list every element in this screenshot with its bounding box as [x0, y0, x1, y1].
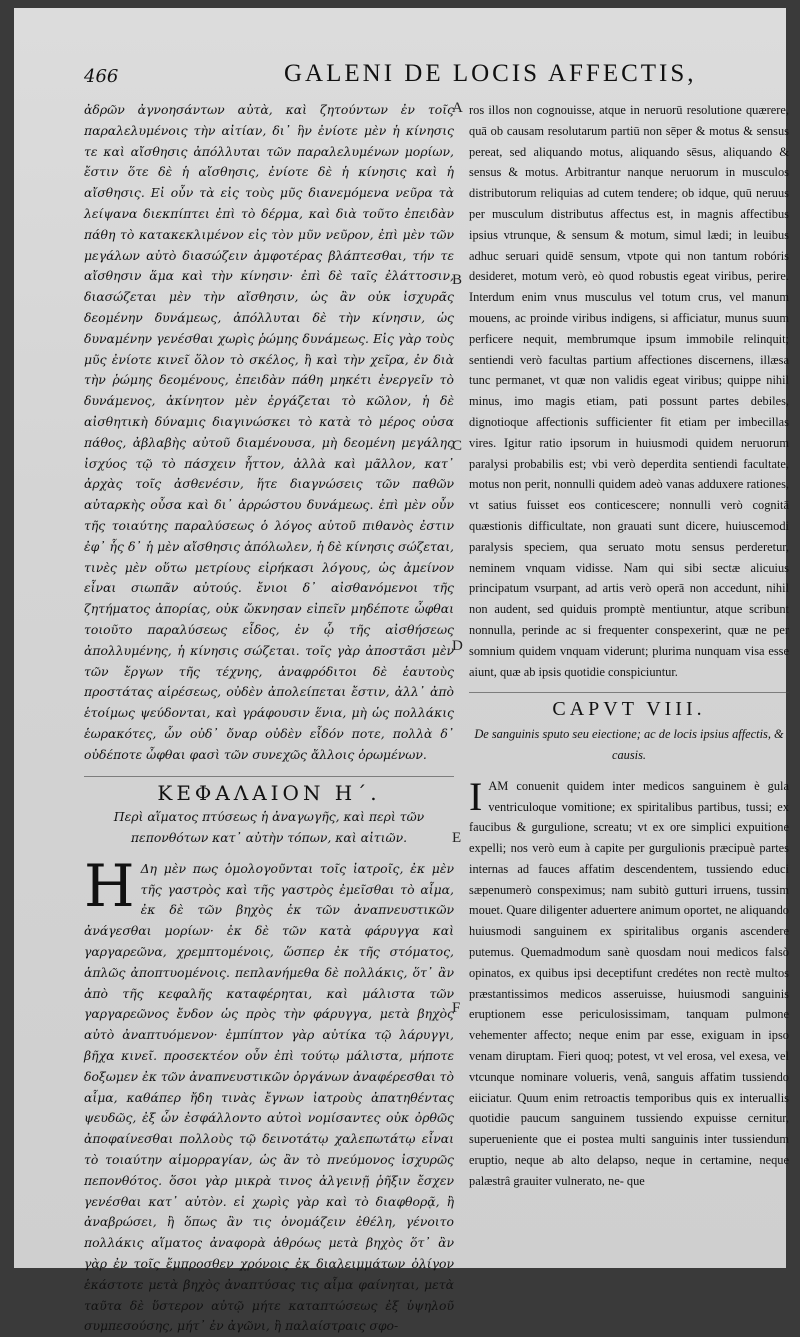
divider	[84, 776, 454, 777]
running-title: GALENI DE LOCIS AFFECTIS,	[284, 60, 697, 87]
latin-column	[469, 100, 789, 1192]
latin-paragraph: ros illos non cognouisse, atque in neruorū resolutione quærere, quā ob causam resolutarum partiū non sēper & motus & sensus pereat, sed aliquando motus, aliquando sēsus, aliquando & sensus & motus. Arbitrantur nanque neruorum in musculos distributorum reliquias ad cutem tendere; ob idque, quū neruus per musculum distributus affectus est, in magnis affectibus ipsius vtrunque, & sensum & motum, simul lædi; in leuibus adhuc seruari quidē sensum, vtpote qui non tantum robóris desideret, motum verò, eò quod robustis egeat viribus, perire. Interdum enim vnus musculus vel totum crus, vel manum mouens, ac proinde viribus indigens, si afficiatur, munus suum perficere nequit, membrumque ipsum immobile relinquit; sentiendi verò facultas partium affectiones discernens, illæsa tunc permanet, vt quæ non validis egeat viribus; quippe nihil minus, imo magis etiam, pati possunt partes debiles, dignotioque affectionis sufficienter fit etiam per imbecillas vires. Igitur ratio ipsorum in huiusmodi quidem neruorum paralysi probabilis est; vbi verò deperdita sentiendi facultate, motus non perit, nonnulli quidem adeò vanas adduxere rationes, vt satius fuisset eos conticescere; nonnulli verò cognitā quæstionis difficultate, non grauati sunt dicere, huiuscemodi paralysis speciem, qua seruato motu sensus perderetur, neminem vnquam vidisse. Nam qui sibi sectæ alicuius principatum vsurpant, ad artis verò operā non accedunt, nihil non audent, sed quiduis promptè mentiuntur, atque scribunt nonnulla, perinde ac si frequenter conspexerint, quæ ne per somnium quidem vnquam viderunt; plurima nunquam visa esse aiunt, quæ ab ipsis quotidie conspiciuntur.	[469, 103, 789, 679]
greek-paragraph-2	[84, 851, 454, 1337]
latin-chapter-subtitle: De sanguinis sputo seu eiectione; ac de locis ipsius affectis, & causis.	[474, 727, 784, 762]
drop-cap: Η	[84, 851, 135, 920]
margin-letter: F	[452, 1000, 461, 1016]
latin-chapter-title: CAPVT VIII.	[552, 698, 706, 721]
margin-letter: C	[452, 438, 463, 454]
latin-paragraph-2-text: AM conuenit quidem inter medicos sanguinem è gula ventriculoque vomitione; ex spiritalibus partibus, tussi; ex faucibus & gurgulione, screatu; vt ex ore simplici expuitione expelli; nos verò eum à capite per gurgulionis præcipuè partes internas ad fauces affatim descendentem, tussiendo educi sæpenumerò conspeximus; nam subitò gutturi irruens, tussim mouet. Quare diligenter aduertere animum oportet, ne aliquando huiusmodi sanguinem ex spiritalibus organis ascendere putemus. Quemadmodum sanè quosdam noui medicos falsò opinatos, ex quibus ipsi deceptifunt credétes non rectè multos præstantissimos medicos asseruisse, huiusmodi sanguinis eruptionem esse periculosissimam, tanquam pulmone vehementer affecto; neque enim par esse, exiguam in ipso venam diruptam. Fieri quoq; potest, vt vel erosa, vel exesa, vel vtcunque nominare volueris, venâ, sanguis affatim tussiendo eiiciatur. Quum enim retroactis temporibus quis ex interuallis quotidie paucum sanguinem tussiendo expuisse cernitur, superueniente que ei postea multi sanguinis inter tussiendum eruptio, neque ab alto delapso, neque in certamine, neque palæstrâ grauiter vulnerato, ne- que	[469, 778, 789, 1188]
margin-letter: E	[452, 830, 462, 846]
margin-letter: B	[452, 272, 463, 288]
greek-chapter-subtitle: Περὶ αἵματος πτύσεως ἡ ἀναγωγῆς, καὶ περὶ τῶν πεπονθότων κατ᾽ αὐτὴν τόπων, καὶ αἰτιῶν.	[113, 809, 425, 846]
book-page	[14, 8, 789, 1334]
greek-column	[84, 100, 454, 1337]
page-number: 466	[84, 66, 119, 87]
greek-paragraph-2-text: Δη μὲν πως ὁμολογοῦνται τοῖς ἰατροῖς, ἐκ μὲν τῆς γαστρὸς καὶ τῆς γαστρὸς ἐμεῖσθαι τὸ αἷμα, ἐκ δὲ τῶν βηχὸς ἐκ τῶν ἀναπνευστικῶν ἀνάγεσθαι μορίων· ἐκ δὲ τῶν κατὰ φάρυγγα καὶ γαργαρεῶνα, χρεμπτομένοις, ὥσπερ ἐκ τῆς στόματος, ἁπλῶς ἀποπτυομένοις. πεπλανήμεθα δὲ πολλάκις, ὅτ᾽ ἂν ἀπὸ τῆς κεφαλῆς καταφέρηται, καὶ μάλιστα τῶν γαργαρεῶνος ἔνδον ὡς πρὸς τὴν φάρυγγα, μετὰ βηχὸς αὐτὸ ἀναπτυόμενον· ἐμπίπτον γὰρ αὐτίκα τῷ λάρυγγι, βῆχα κινεῖ. προσεκτέον οὖν ἐπὶ τούτῳ μάλιστα, μήποτε δοξωμεν ἐκ τῶν ἀναπνευστικῶν ὀργάνων ἀναφέρεσθαι τὸ αἷμα, καθάπερ ἤδη τινὰς ἔγνων ἰατροὺς ἀπατηθέντας ψευδῶς, ἐξ ὧν ἐσφάλλοντο αὐτοὶ νομίσαντες οὐκ ὀρθῶς ἀποφαίνεσθαι πολλοὺς τῷ δεινοτάτῳ χαλεπωτάτῳ εἶναι τὸ τοιαύτην αἱμορραγίαν, ὡς ἂν τὸ πνεύμονος ἰσχυρῶς πεπονθότος. ὅσοι γὰρ μικρὰ τινος ἀλγεινῇ ῥῆξιν ἔσχεν γενέσθαι κατ᾽ αὐτὸν. εἰ χωρὶς γὰρ καὶ τὸ διαφθορᾷ, ἢ ἀναβρώσει, ἢ ὅπως ἂν τις ὀνομάζειν ἐθέλη, γένοιτο πολλάκις αἵματος ἀναφορὰ ἀθρόως μετὰ βηχὸς ὅτ᾽ ἂν γὰρ ἐν τοῖς ἔμπροσθεν χρόνοις ἐκ διαλειμμάτων ὀλίγον ἑκάστοτε μετὰ βηχὸς ἀναπτύσας τις αἷμα φαίνηται, μετὰ ταῦτα δὲ ὕστερον αὐτῷ μήτε καταπτώσεως ἐξ ὑψηλοῦ συμπεσούσης, μήτ᾽ ἐν ἀγῶνι, ἢ παλαίστραις σφο-	[84, 860, 454, 1334]
greek-chapter-title: ΚΕΦΑΛΑΙΟΝ Η΄.	[157, 780, 381, 805]
page-header	[84, 60, 766, 94]
greek-paragraph: ἀδρῶν ἀγνοησάντων αὐτὰ, καὶ ζητούντων ἐν τοῖς παραλελυμένοις τὴν αἰτίαν, δι᾽ ἣν ἐνίοτε μὲν ἡ κίνησις τε καὶ αἴσθησις ἀπόλλυται τῶν παραλελυμένων μορίων, ἔστιν ὅτε δὲ ἡ αἴσθησις, ἐνίοτε δὲ ἡ κίνησις καὶ ἡ αἴσθησις. Εἰ οὖν τὰ εἰς τοὺς μῦς διανεμόμενα νεῦρα τὰ λείψανα διεκπίπτει ἐπὶ τὸ δέρμα, καὶ διὰ τοῦτο ἐπειδὰν πάθη τὸ κατακεκλιμένον εἰς τὸν μῦν νεῦρον, ἐπὶ μὲν τῶν μεγάλων αὐτὸ διασώζειν ἀμφοτέρας βλάπτεσθαι, τήν τε αἴσθησιν ἅμα καὶ τὴν κίνησιν· ἐπὶ δὲ ταῖς ἐλάττοσιν, διασώζεται μὲν τὴν αἴσθησιν, ὡς ἂν οὐκ ἰσχυρᾶς δεομένην δυνάμεως, ἀπόλλυται δὲ τὴν κίνησιν, ὡς δυναμένην γενέσθαι χωρὶς ῥώμης δυνάμεως. Εἰς γὰρ τοὺς μῦς ἐνίοτε κινεῖ ὅλον τὸ σκέλος, ἢ καὶ τὴν χεῖρα, ἐν διὰ τὴν ῥώμης δεομένους, ἐπειδὰν πάθη μηκέτι ἐνεργεῖν τὸ δυνάμενος, ἀκίνητον μὲν ἐργάζεται τὸ κῶλον, ἡ δὲ αἰσθητικὴ δύναμις διαγινώσκει τὸ κατὰ τὸ μέρος οὐσα πάθος, ἀβλαβὴς αὐτοῦ διαμένουσα, μὴ δεομένη μεγάλης ἰσχύος τῷ τὸ πάσχειν ἧττον, ἀλλὰ καὶ μᾶλλον, κατ᾽ ἀρχὰς τοῖς ἀσθενέσιν, ἥτε διαγνώσεις τῶν παθῶν αὐταρκὴς οὖσα καὶ δι᾽ ἀρρώστου δυνάμεως. ἐπὶ μὲν οὖν τῆς τοιαύτης παραλύσεως ὁ λόγος αὐτοῦ πιθανὸς ἐστιν ἐφ᾽ ἧς δ᾽ ἡ μὲν αἴσθησις ἀπόλωλεν, ἡ δὲ κίνησις σώζεται, τινὲς μὲν οὕτω μετρίους εἰρήκασι λόγους, ὡς ἀμείνον εἶναι σιωπᾶν αὐτούς. ἔνιοι δ᾽ αἰσθανόμενοι τῆς ζητήματος ἀπορίας, οὐκ ὤκνησαν εἰπεῖν μηδέποτε ὦφθαι τοιοῦτο παραλύσεως εἶδος, ἐν ᾧ τῆς αἰσθήσεως ἀπολλυμένης, ἡ κίνησις σώζεται. τοῖς γὰρ ἀποστᾶσι μὲν τῶν ἔργων τῆς τέχνης, ἀναφρόδιτοι δὲ ἑαυτοὺς προστάτας αἱρέσεως, οὐδὲν ἀπολείπεται ἔστιν, ἀλλ᾽ ἀπὸ ἑτοίμως ψεύδονται, καὶ γράφουσιν ἕνια, μὴ ὡς πολλάκις ἑωρακότες, ὧν οὐδ᾽ ὄναρ οὐδὲν εἶδόν ποτε, πολλὰ δ᾽ οὐδέποτε ὦφθαι φασὶ τῶν συνεχῶς ἄλλοις ὁρωμένων.	[84, 102, 454, 762]
latin-paragraph-2	[469, 773, 789, 1192]
margin-letter: A	[452, 100, 463, 116]
margin-letter: D	[452, 638, 463, 654]
drop-cap: I	[469, 773, 483, 819]
divider	[469, 692, 789, 693]
